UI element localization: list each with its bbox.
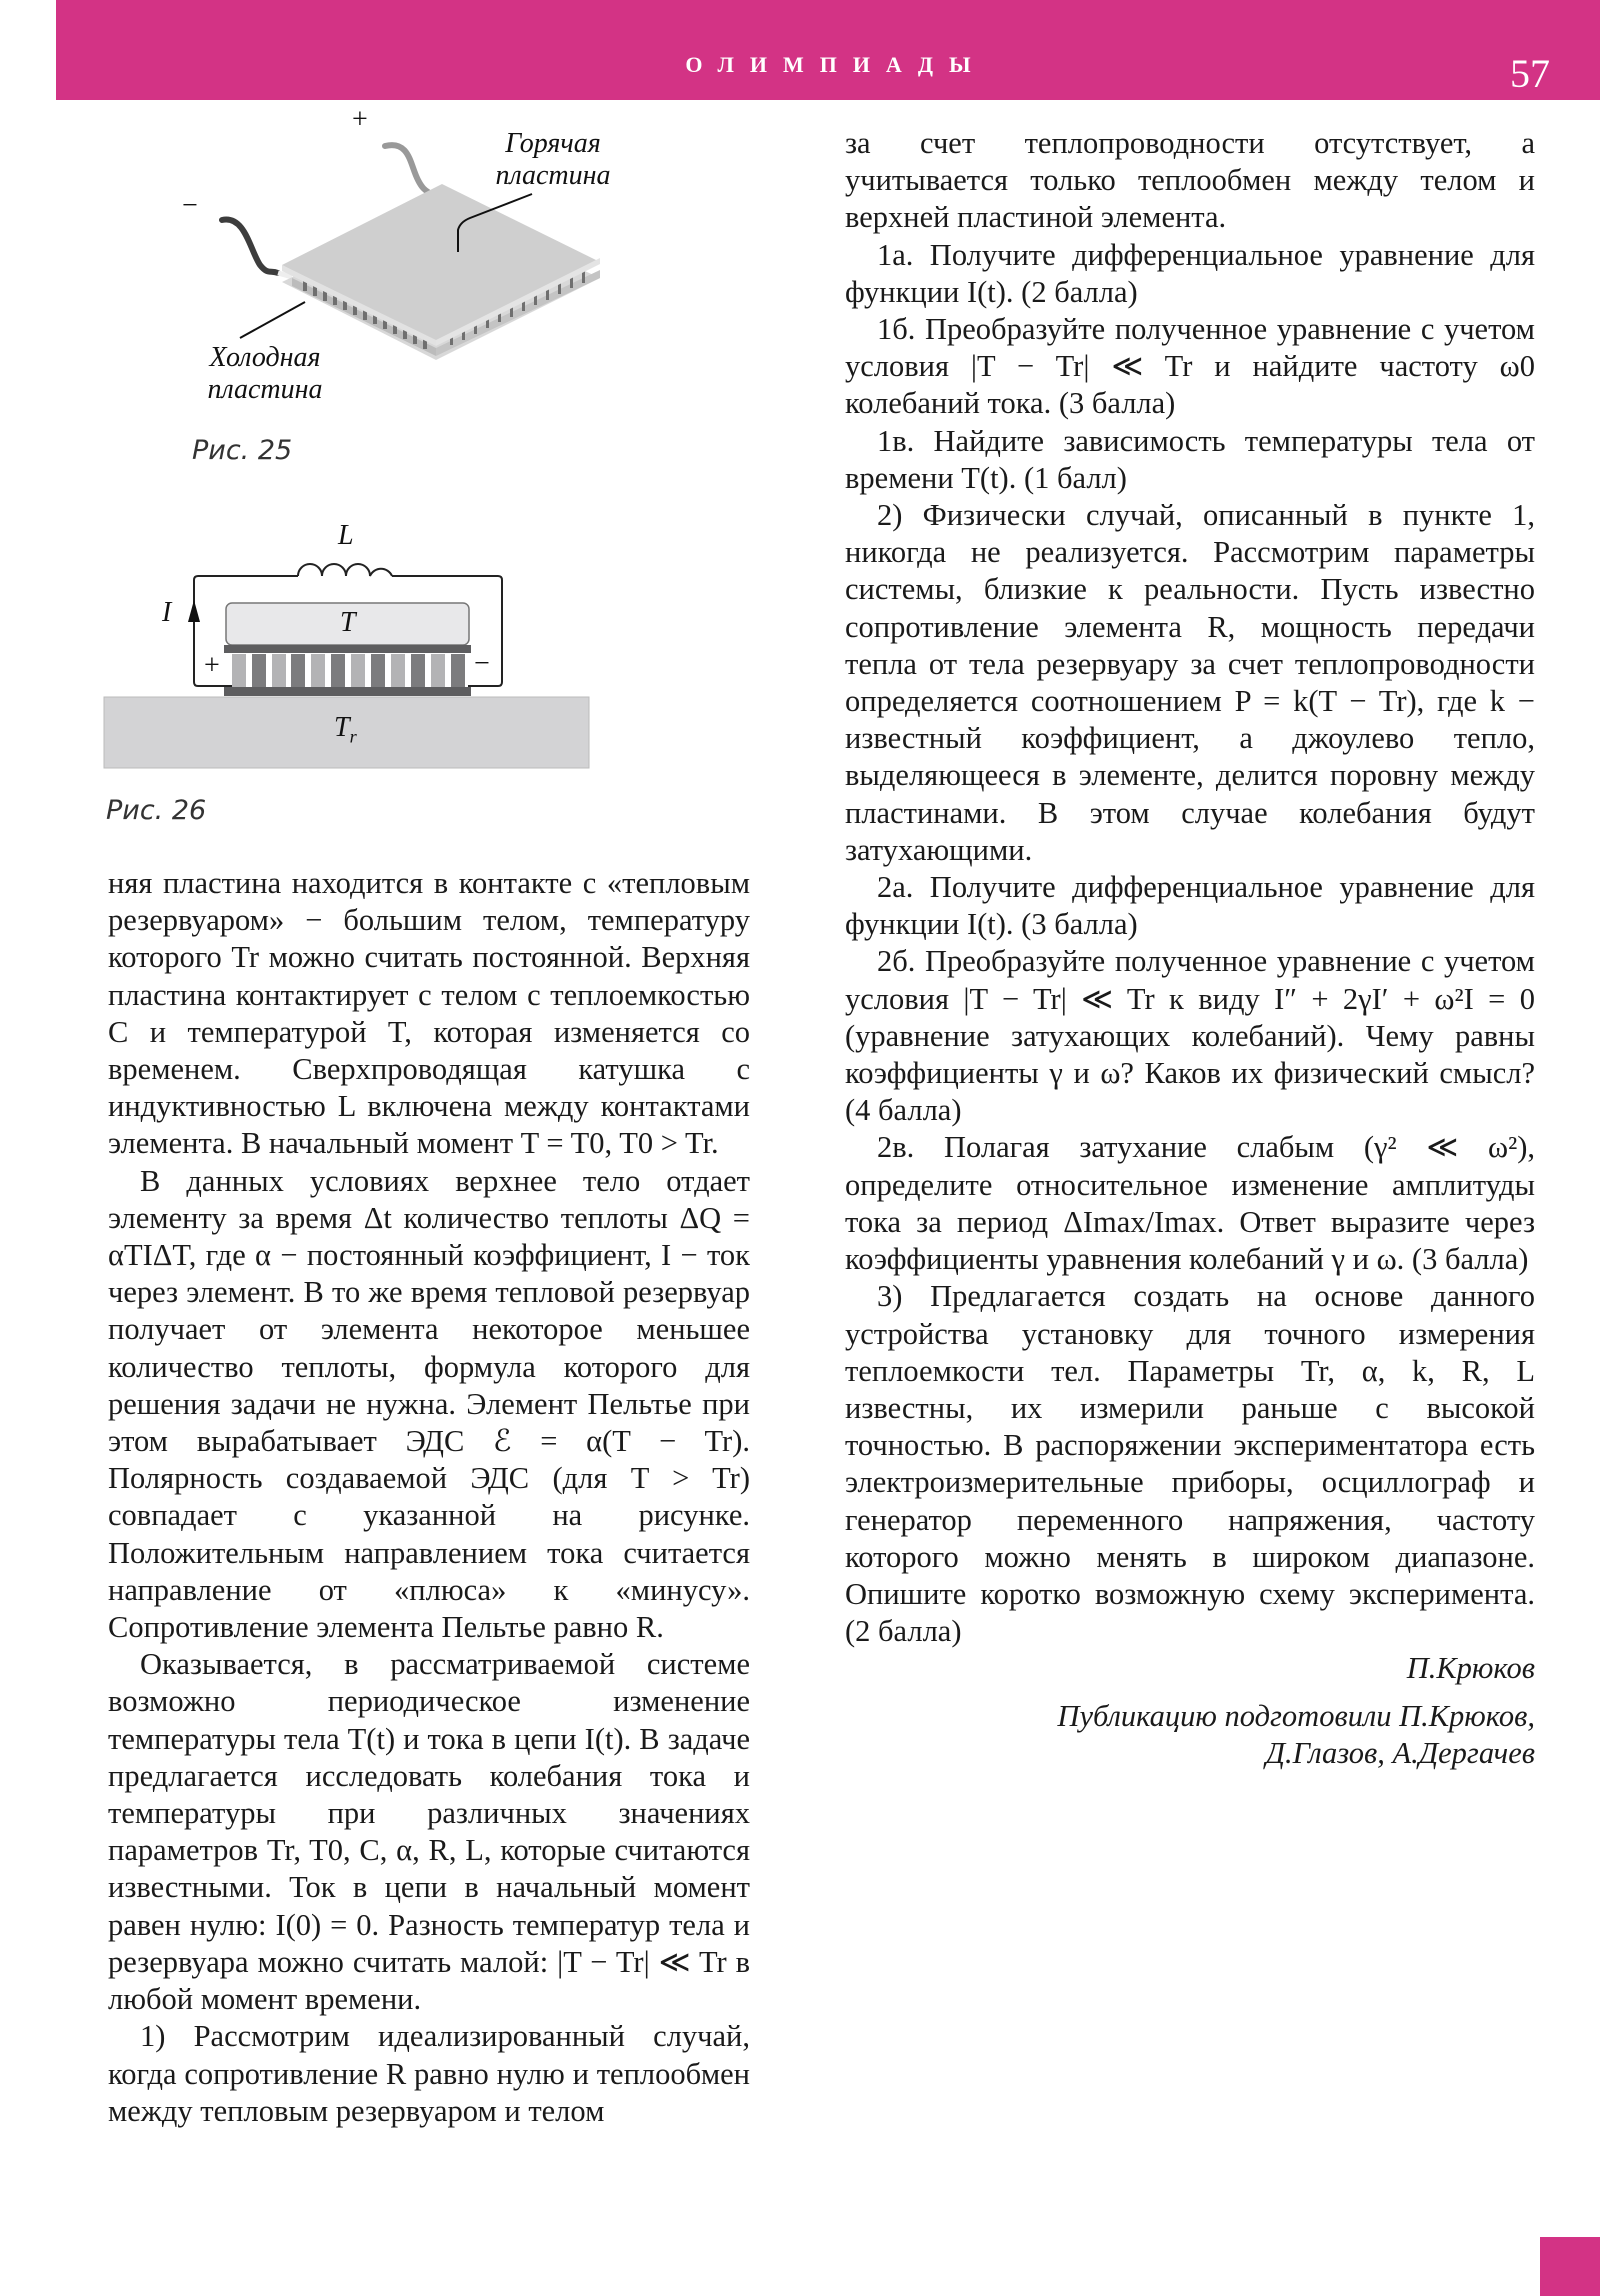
page-number: 57 (1510, 51, 1550, 96)
inductance-label: L (338, 520, 354, 551)
credits-line-2: Д.Глазов, А.Дергачев (1265, 1735, 1535, 1770)
reservoir-temperature-label: $T_r$ (334, 712, 357, 747)
figure-caption: Рис. 25 (192, 435, 293, 466)
problem-2a: 2а. Получите дифференциальное уравнение для функции I(t). (3 балла) (845, 870, 1535, 942)
plus-terminal-label: + (352, 104, 368, 135)
body-temperature-label: T (340, 607, 356, 638)
figure-caption: Рис. 26 (106, 795, 207, 826)
current-label: I (162, 597, 172, 628)
cold-plate-label: Холодная пластина (207, 342, 323, 405)
section-title: ОЛИМПИАДЫ (685, 52, 987, 77)
minus-terminal-label: − (182, 190, 198, 221)
paragraph: В данных условиях верхнее тело отдает элементу за время Δt количество теплоты ΔQ = αTIΔT, где α − постоянный коэффициент, I − ток через элемент. В то же время тепловой резервуар получает от элемента некоторое меньшее количество теплоты, формула которого для решения задачи не нужна. Элемент Пельтье при этом вырабатывает ЭДС ℰ = α(T − Tr). Полярность создаваемой ЭДС (для T > Tr) совпадает с указанной на рисунке. Положительным направлением тока считается направление от «плюса» к «минусу». Сопротивление элемента Пельтье равно R. (108, 1163, 750, 1645)
paragraph: Оказывается, в рассматриваемой системе возможно периодическое изменение температуры тела T(t) и тока в цепи I(t). В задаче предлагается исследовать колебания тока и температуры при различных значениях параметров Tr, T0, C, α, R, L, которые считаются известными. Ток в цепи в начальный момент равен нулю: I(0) = 0. Разность температур тела и резервуара можно считать малой: |T − Tr| ≪ Tr в любой момент времени. (108, 1647, 750, 2017)
peltier-circuit-diagram (90, 500, 710, 840)
page-corner-marker (1540, 2237, 1600, 2296)
left-column (108, 865, 750, 2130)
paragraph: 1) Рассмотрим идеализированный случай, когда сопротивление R равно нулю и теплообмен между тепловым резервуаром и телом (108, 2019, 750, 2128)
problem-1b: 1б. Преобразуйте полученное уравнение с учетом условия |T − Tr| ≪ Tr и найдите частоту ω0 колебаний тока. (3 балла) (845, 312, 1535, 421)
problem-2v: 2в. Полагая затухание слабым (γ² ≪ ω²), определите относительное изменение амплитуды тока за период ΔImax/Imax. Ответ выразите через коэффициенты уравнения колебаний γ и ω. (3 балла) (845, 1130, 1535, 1277)
minus-terminal-label: − (474, 648, 490, 679)
author-signature: П.Крюков (1406, 1651, 1535, 1686)
problem-2: 2) Физически случай, описанный в пункте 1, никогда не реализуется. Рассмотрим параметры системы, близкие к реальности. Пусть известно сопротивление элемента R, мощность передачи тепла от тела резервуару за счет теплопроводности определяется соотношением P = k(T − Tr), где k − известный коэффициент, а джоулево тепло, выделяющееся в элементе, делится поровну между пластинами. В этом случае колебания будут затухающими. (845, 498, 1535, 867)
hot-plate-label: Горячая пластина (495, 128, 611, 191)
paragraph: няя пластина находится в контакте с «тепловым резервуаром» − большим телом, температуру которого Tr можно считать постоянной. Верхняя пластина контактирует с телом с теплоемкостью C и температурой T, которая изменяется со временем. Сверхпроводящая катушка с индуктивностью L включена между контактами элемента. В начальный момент T = T0, T0 > Tr. (108, 866, 750, 1161)
right-column (845, 125, 1535, 1772)
header-bar (56, 0, 1600, 100)
figure-26 (90, 500, 710, 840)
credits-line-1: Публикацию подготовили П.Крюков, (1057, 1698, 1535, 1733)
plus-terminal-label: + (204, 650, 220, 681)
paragraph: за счет теплопроводности отсутствует, а учитывается только теплообмен между телом и верхней пластиной элемента. (845, 126, 1535, 235)
problem-2b: 2б. Преобразуйте полученное уравнение с учетом условия |T − Tr| ≪ Tr к виду I″ + 2γI′ + ω²I = 0 (уравнение затухающих колебаний). Чему равны коэффициенты γ и ω? Каков их физический смысл? (4 балла) (845, 944, 1535, 1128)
figure-25 (160, 104, 680, 480)
problem-1a: 1а. Получите дифференциальное уравнение для функции I(t). (2 балла) (845, 237, 1535, 309)
problem-3: 3) Предлагается создать на основе данного устройства установку для точного измерения теплоемкости тел. Параметры Tr, α, k, R, L известны, их измерили раньше с высокой точностью. В распоряжении экспериментатора есть электроизмерительные приборы, осциллограф и генератор переменного напряжения, частоту которого можно менять в широком диапазоне. Опишите коротко возможную схему эксперимента. (2 балла) (845, 1279, 1535, 1649)
problem-1v: 1в. Найдите зависимость температуры тела от времени T(t). (1 балл) (845, 423, 1535, 495)
